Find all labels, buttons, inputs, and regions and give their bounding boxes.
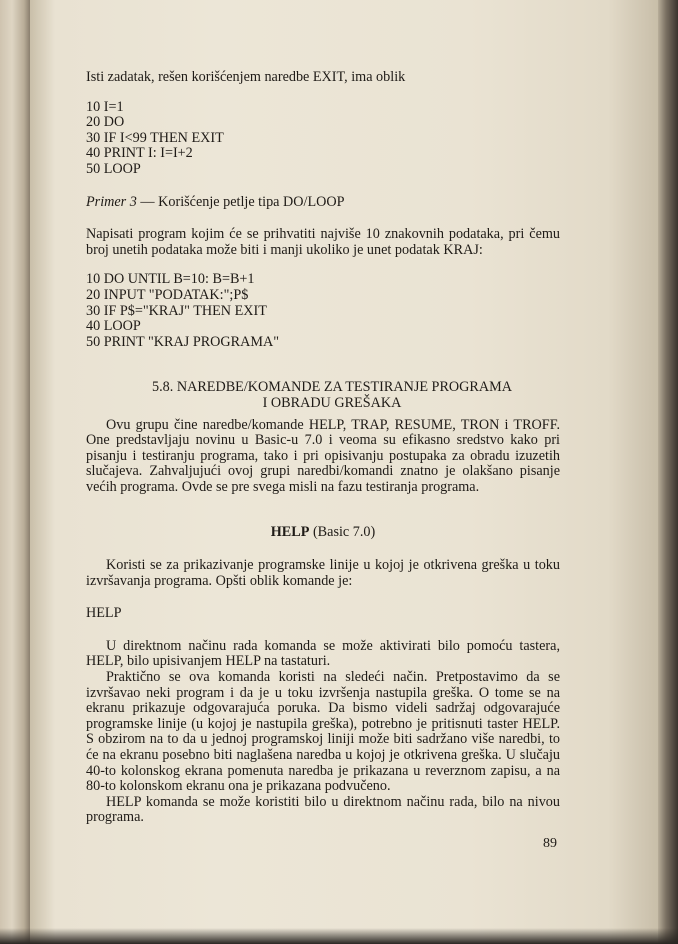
help-paragraph: Koristi se za prikazivanje programske linije u kojoj je otkrivena greška u toku izvršavanja programa. Opšti oblik komande je: [86,557,560,589]
code-line: 20 INPUT "PODATAK:";P$ [86,286,249,303]
code-line: 30 IF I<99 THEN EXIT [86,129,224,146]
example-text: Napisati program kojim će se prihvatiti najviše 10 znakovnih podataka, pri čemu broj unetih podataka može biti i manji ukoliko je unet podatak KRAJ: [86,226,560,258]
section-heading [104,380,560,411]
help-heading-version: (Basic 7.0) [309,524,376,541]
code-listing-2 [86,272,560,350]
code-line: 40 PRINT I: I=I+2 [86,145,193,162]
code-line: 20 DO [86,114,125,131]
code-line: 50 PRINT "KRAJ PROGRAMA" [86,333,280,350]
example-description: — Korišćenje petlje tipa DO/LOOP [136,193,345,210]
code-listing-1 [86,100,560,178]
code-line: 40 LOOP [86,318,141,335]
help-paragraph: U direktnom načinu rada komanda se može aktivirati bilo pomoću tastera, HELP, bilo upisivanjem HELP na tastaturi. [86,637,560,670]
help-heading-bold: HELP [270,524,310,541]
intro-line: Isti zadatak, rešen korišćenjem naredbe EXIT, ima oblik [86,69,406,85]
help-syntax: HELP [86,605,122,622]
page-number: 89 [543,836,557,851]
help-heading [86,525,560,541]
section-text: Ovu grupu čine naredbe/komande HELP, TRAP, RESUME, TRON i TROFF. One predstavljaju novinu u Basic-u 7.0 i veoma su efikasno sredstvo kako pri pisanju i testiranju programa, tako i pri opisivanju postupaka za obradu izuzetih slučajeva. Zahvaljujući ovoj grupi naredbi/komandi znatno je olakšano pisanje većih programa. Ovde se pre svega misli na fazu testiranja programa. [86,416,560,495]
code-line: 50 LOOP [86,160,141,177]
page-edge-shadow [658,0,678,944]
code-line: 10 DO UNTIL B=10: B=B+1 [86,271,255,288]
facing-page-edge [0,0,30,944]
section-heading-line: 5.8. NAREDBE/KOMANDE ZA TESTIRANJE PROGRAMA [152,379,512,396]
example-label: Primer 3 [86,193,137,210]
page-content [86,70,560,826]
help-paragraph: Praktično se ova komanda koristi na sledeći način. Pretpostavimo da se izvršavao neki program i da je u toku izvršenja nastupila greška. O tome se na ekranu prikazuje odgovarajuća poruka. Da bismo videli sadržaj odgovarajuće programske linije (u kojoj je nastupila greška), potrebno je pritisnuti taster HELP. S obzirom na to da u jednoj programskoj liniji može biti sadržano više naredbi, to će na ekranu posebno biti naglašena naredba u kojoj je otkrivena greška. U slučaju 40-to kolonskog ekrana pomenuta naredba je prikazana u reverznom zapisu, a na 80-to kolonskom ekranu ona je prikazana podvučeno. [86,669,560,795]
code-line: 30 IF P$="KRAJ" THEN EXIT [86,302,267,319]
code-line: 10 I=1 [86,98,124,115]
example-title [86,195,560,211]
bottom-shadow [0,928,678,944]
help-paragraph: HELP komanda se može koristiti bilo u direktnom načinu rada, bilo na nivou programa. [86,793,560,826]
section-heading-line: I OBRADU GREŠAKA [262,394,402,411]
